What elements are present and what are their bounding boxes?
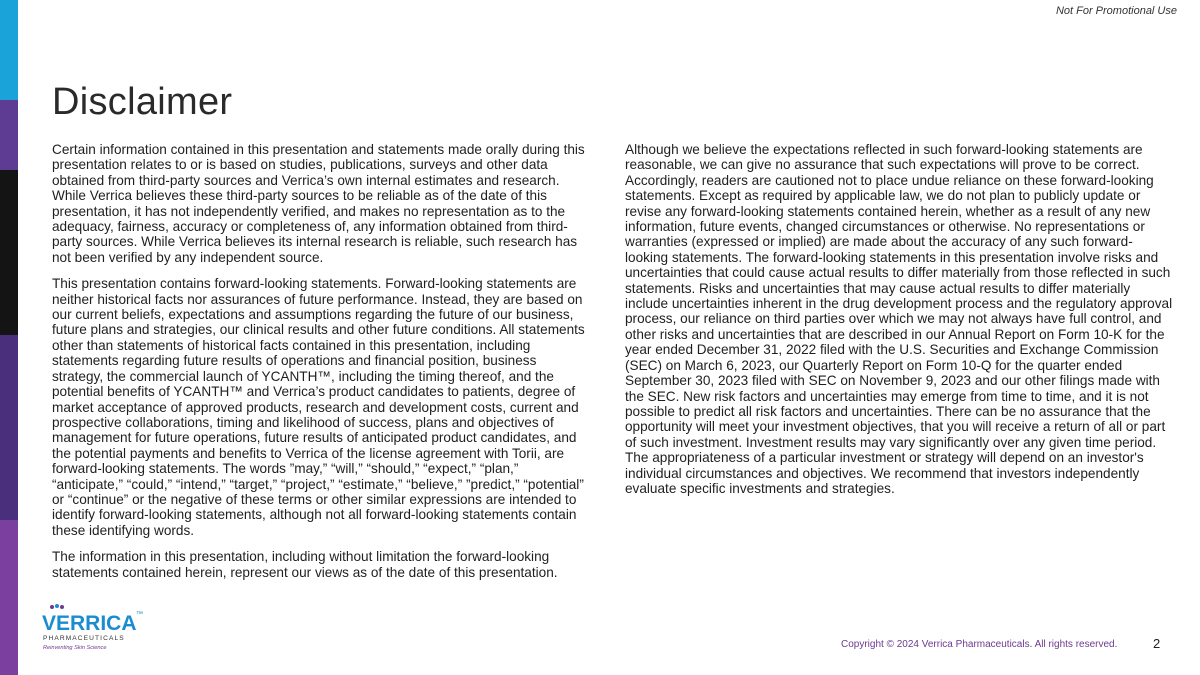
page-title: Disclaimer <box>52 81 233 124</box>
left-paragraph-1: Certain information contained in this presentation and statements made orally during this presentation relates to or is based on studies, publications, surveys and other data obtained from third-party sources and Verrica’s own internal estimates and research. While Verrica believes these third-party sources to be reliable as of the date of this presentation, it has not independently verified, and makes no representation as to the adequacy, fairness, accuracy or completeness of, any information obtained from third-party sources. While Verrica believes its internal research is reliable, such research has not been verified by any independent source. <box>52 142 585 265</box>
band-segment-purple <box>0 100 18 170</box>
left-paragraph-3: The information in this presentation, including without limitation the forward-looking statements contained herein, represent our views as of the date of this presentation. <box>52 549 558 580</box>
left-paragraph-2: This presentation contains forward-looking statements. Forward-looking statements are neither historical facts nor assurances of future performance. Instead, they are based on our current beliefs, expectations and assumptions regarding the future of our business, future plans and strategies, our clinical results and other future conditions. All statements other than statements of historical facts contained in this presentation, including statements regarding future results of operations and financial position, business strategy, the commercial launch of YCANTH™, including the timing thereof, and the potential benefits of YCANTH™ and Verrica’s product candidates to patients, degree of market acceptance of approved products, research and development costs, current and prospective collaborations, timing and likelihood of success, plans and objectives of management for future operations, future results of anticipated product candidates, and the potential payments and benefits to Verrica of the license agreement with Torii, are forward-looking statements. The words ”may,” “will,” “should,” “expect,” “plan,” “anticipate,” “could,” “intend,” “target,” “project,” “estimate,” “believe,” ”predict,” “potential” or “continue” or the negative of these terms or other similar expressions are intended to identify forward-looking statements, although not all forward-looking statements contain these identifying words. <box>52 276 585 538</box>
page-number: 2 <box>1153 636 1161 651</box>
logo-dots-icon <box>50 604 64 609</box>
left-color-band <box>0 0 18 675</box>
band-segment-black <box>0 170 18 335</box>
left-text-column <box>52 142 590 591</box>
band-segment-blue <box>0 0 18 100</box>
not-for-promotional-use-notice: Not For Promotional Use <box>1055 5 1177 17</box>
logo-tagline: Reinventing Skin Science <box>43 645 107 651</box>
logo-trademark: ™ <box>136 611 143 618</box>
verrica-logo <box>40 603 150 655</box>
footer-copyright: Copyright © 2024 Verrica Pharmaceuticals. All rights reserved. <box>841 639 1118 650</box>
logo-wordmark: VERRICA <box>42 612 137 635</box>
band-segment-dark-purple <box>0 335 18 520</box>
band-segment-violet <box>0 520 18 675</box>
right-text-column <box>625 142 1173 507</box>
right-paragraph-1: Although we believe the expectations reflected in such forward-looking statements are reasonable, we can give no assurance that such expectations will prove to be correct. Accordingly, readers are cautioned not to place undue reliance on these forward-looking statements. Except as required by applicable law, we do not plan to publicly update or revise any forward-looking statements contained herein, whether as a result of any new information, future events, changed circumstances or otherwise. No representations or warranties (expressed or implied) are made about the accuracy of any such forward-looking statements. The forward-looking statements in this presentation involve risks and uncertainties that could cause actual results to differ materially from those reflected in such statements. Risks and uncertainties that may cause actual results to differ materially include uncertainties inherent in the drug development process and the regulatory approval process, our reliance on third parties over which we may not always have full control, and other risks and uncertainties that are described in our Annual Report on Form 10-K for the year ended December 31, 2022 filed with the U.S. Securities and Exchange Commission (SEC) on March 6, 2023, our Quarterly Report on Form 10-Q for the quarter ended September 30, 2023 filed with SEC on November 9, 2023 and our other filings made with the SEC. New risk factors and uncertainties may emerge from time to time, and it is not possible to predict all risk factors and uncertainties. There can be no assurance that the opportunity will meet your investment objectives, that you will receive a return of all or part of such investment. Investment results may vary significantly over any given time period. The appropriateness of a particular investment or strategy will depend on an investor's individual circumstances and objectives. We recommend that investors independently evaluate specific investments and strategies. <box>625 142 1173 496</box>
logo-subtitle: PHARMACEUTICALS <box>43 635 125 642</box>
